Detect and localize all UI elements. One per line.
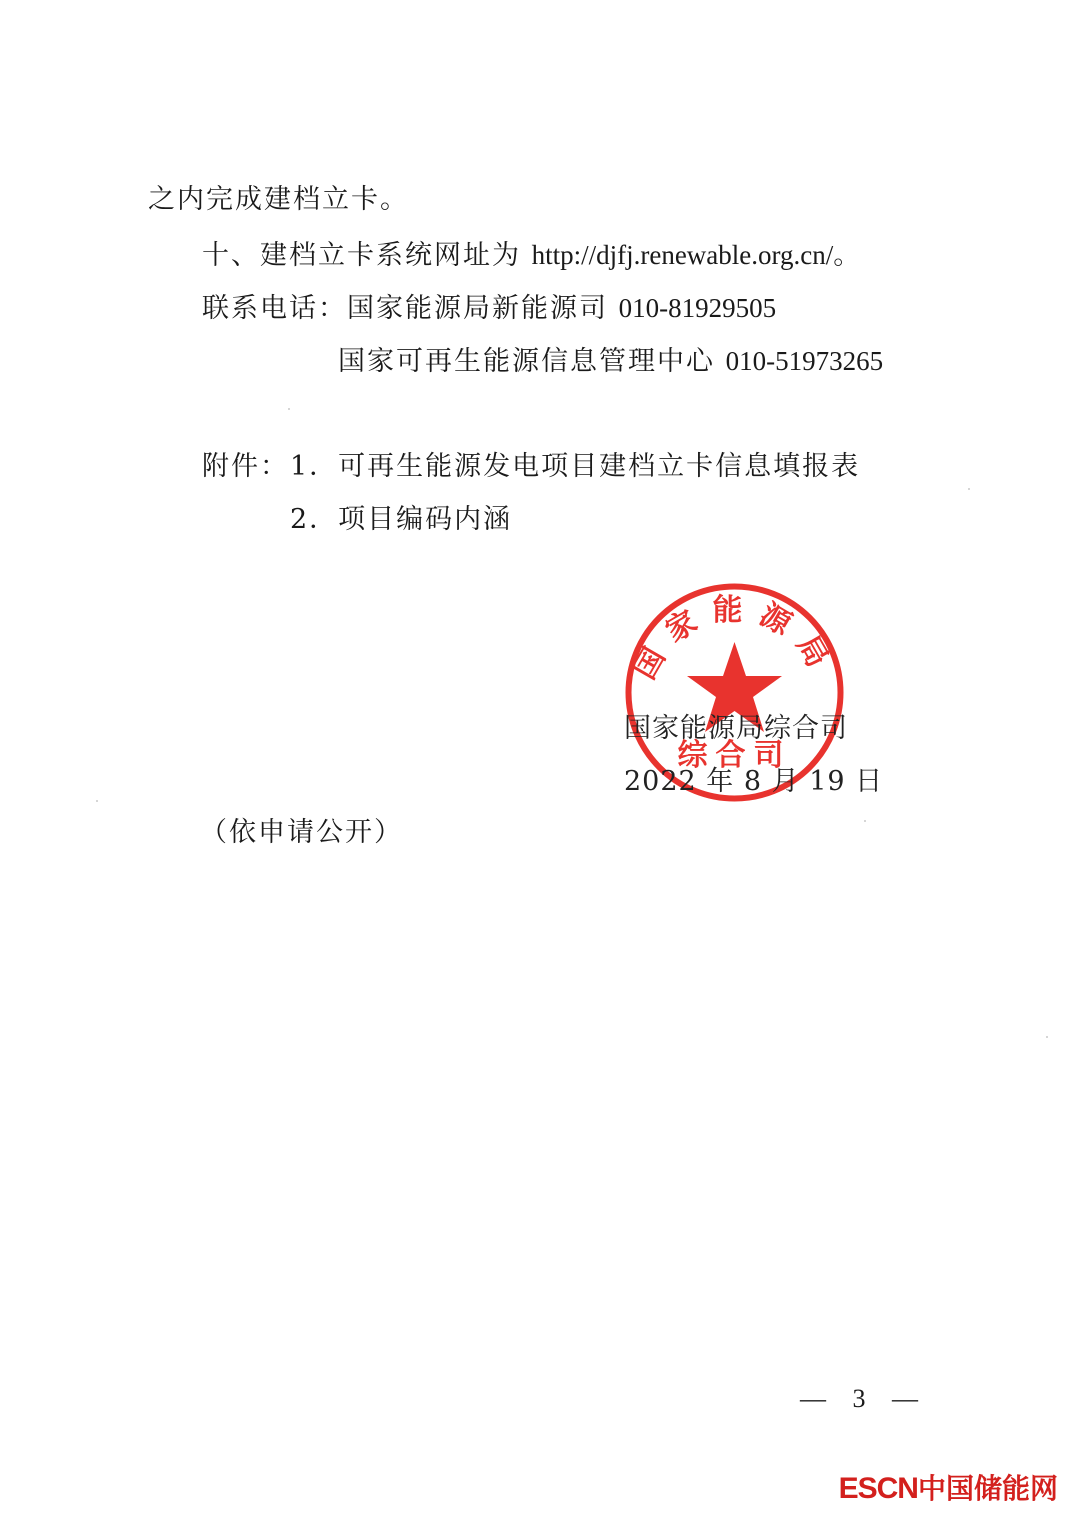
attachments-label: 附件： (202, 451, 289, 482)
svg-text:国家能源局: 国家能源局 (627, 593, 842, 686)
system-url-end: 。 (833, 240, 863, 271)
contact-2-phone: 010-51973265 (725, 346, 884, 376)
scan-speck (968, 488, 970, 490)
scan-speck (96, 800, 98, 802)
attachment-1: 1．可再生能源发电项目建档立卡信息填报表 (290, 451, 861, 482)
contact-line-2 (338, 344, 883, 379)
contact-1-org: 国家能源局新能源司 (347, 293, 619, 324)
scan-speck (1046, 1036, 1048, 1038)
paragraph-line-1: 之内完成建档立卡。 (148, 184, 409, 215)
scan-speck (864, 820, 866, 822)
contact-1-phone: 010-81929505 (618, 293, 777, 323)
attachment-2: 2．项目编码内涵 (290, 504, 513, 535)
signature-date: 2022 年 8 月 19 日 (624, 766, 884, 797)
svg-text:综合司: 综合司 (677, 738, 792, 773)
scan-speck (288, 408, 290, 410)
watermark-chinese: 中国储能网 (917, 1473, 1058, 1504)
disclosure-note: （依申请公开） (200, 817, 403, 848)
contact-label: 联系电话： (202, 293, 347, 324)
paragraph-line-2 (202, 238, 862, 273)
escn-watermark (839, 1467, 1058, 1507)
signature-org: 国家能源局综合司 (624, 713, 848, 744)
system-url: http://djfj.renewable.org.cn/ (531, 240, 834, 270)
page-number: — 3 — (800, 1384, 928, 1413)
system-url-label: 十、建档立卡系统网址为 (202, 240, 532, 271)
contact-2-org: 国家可再生能源信息管理中心 (338, 346, 726, 377)
contact-line-1 (202, 291, 776, 326)
watermark-latin: ESCN (838, 1472, 918, 1505)
